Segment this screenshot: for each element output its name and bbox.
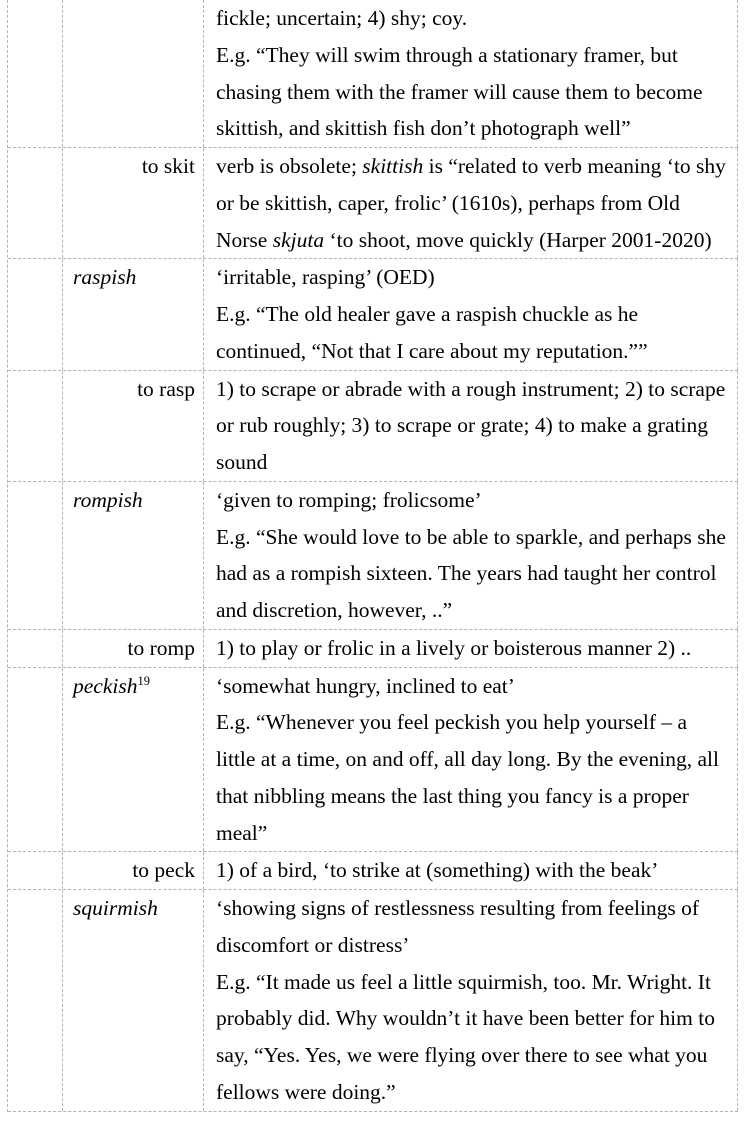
definition-line	[216, 927, 725, 964]
table-row	[8, 371, 738, 482]
term-cell	[63, 482, 204, 629]
empty-cell	[8, 668, 63, 852]
empty-cell	[8, 148, 63, 258]
empty-cell	[8, 852, 63, 889]
term-text: rompish	[73, 487, 143, 512]
table-row	[8, 259, 738, 370]
term-text: to romp	[127, 635, 195, 660]
definition-line	[216, 296, 725, 333]
definition-cell	[204, 148, 738, 258]
definition-segment: had as a rompish sixteen. The years had taught her control	[216, 561, 717, 586]
definition-line	[216, 741, 725, 778]
definition-line	[216, 74, 725, 111]
empty-cell	[8, 482, 63, 629]
definition-line	[216, 592, 725, 629]
table-row	[8, 668, 738, 853]
term-text: to peck	[132, 858, 195, 883]
definition-segment: chasing them with the framer will cause them to become	[216, 79, 703, 104]
term-text: raspish	[73, 265, 137, 290]
definition-line	[216, 222, 725, 259]
table-row	[8, 630, 738, 668]
definition-segment: 1) to scrape or abrade with a rough instrument; 2) to scrape	[216, 376, 726, 401]
table-row	[8, 482, 738, 630]
empty-cell	[8, 890, 63, 1111]
table-row	[8, 890, 738, 1112]
definition-segment: is “related to verb meaning ‘to shy	[423, 154, 726, 178]
definition-line	[216, 444, 725, 481]
term-cell	[63, 0, 204, 147]
definition-italic-segment: skittish	[362, 154, 424, 178]
term-text: peckish	[73, 673, 138, 698]
definition-segment: ‘irritable, rasping’ (OED)	[216, 265, 435, 290]
definition-line	[216, 148, 725, 185]
definition-segment: fellows were doing.”	[216, 1079, 396, 1104]
definition-line	[216, 704, 725, 741]
definition-segment: ‘given to romping; frolicsome’	[216, 487, 482, 512]
term-cell	[63, 668, 204, 852]
empty-cell	[8, 0, 63, 147]
term-cell	[63, 852, 204, 889]
definition-line	[216, 333, 725, 370]
definition-line	[216, 1074, 725, 1111]
definition-line	[216, 37, 725, 74]
definition-cell	[204, 630, 738, 667]
definition-segment: continued, “Not that I care about my reputation.””	[216, 338, 648, 363]
term-cell	[63, 371, 204, 481]
definition-line	[216, 555, 725, 592]
definition-segment: ‘showing signs of restlessness resulting from feelings of	[216, 896, 700, 920]
table-row	[8, 0, 738, 148]
definition-line	[216, 1000, 725, 1037]
definition-segment: probably did. Why wouldn’t it have been better for him to	[216, 1006, 715, 1031]
definition-cell	[204, 371, 738, 481]
definition-line	[216, 630, 725, 667]
empty-cell	[8, 371, 63, 481]
definition-line	[216, 852, 725, 889]
definition-segment: E.g. “They will swim through a stationary framer, but	[216, 42, 678, 67]
definition-segment: 1) to play or frolic in a lively or boisterous manner 2) ..	[216, 635, 692, 660]
term-text: to rasp	[137, 376, 195, 401]
definition-segment: verb is obsolete;	[216, 154, 363, 178]
definition-line	[216, 668, 725, 705]
definition-segment: little at a time, on and off, all day long. By the evening, all	[216, 747, 719, 771]
definition-cell	[204, 852, 738, 889]
definition-line	[216, 185, 725, 222]
definition-cell	[204, 259, 738, 369]
definition-line	[216, 110, 725, 147]
definition-segment: E.g. “Whenever you feel peckish you help yourself – a	[216, 710, 688, 735]
definition-line	[216, 1037, 725, 1074]
definition-segment: E.g. “She would love to be able to sparkle, and perhaps she	[216, 524, 726, 549]
empty-cell	[8, 630, 63, 667]
definition-segment: discomfort or distress’	[216, 932, 410, 957]
term-text: squirmish	[73, 896, 158, 920]
definition-segment: fickle; uncertain; 4) shy; coy.	[216, 6, 468, 30]
definition-cell	[204, 668, 738, 852]
definition-segment: Norse	[216, 227, 273, 252]
table-row	[8, 852, 738, 890]
definition-segment: sound	[216, 450, 268, 474]
table-row	[8, 148, 738, 259]
definition-segment: or be skittish, caper, frolic’ (1610s), perhaps from Old	[216, 190, 680, 215]
empty-cell	[8, 259, 63, 369]
definition-segment: ‘somewhat hungry, inclined to eat’	[216, 673, 515, 698]
definition-line	[216, 519, 725, 556]
definition-segment: or rub roughly; 3) to scrape or grate; 4) to make a grating	[216, 413, 708, 438]
definition-segment: meal”	[216, 820, 268, 845]
definition-line	[216, 259, 725, 296]
term-cell	[63, 148, 204, 258]
definition-segment: skittish, and skittish fish don’t photograph well”	[216, 116, 631, 141]
definition-segment: that nibbling means the last thing you fancy is a proper	[216, 783, 689, 808]
definition-cell	[204, 482, 738, 629]
lexical-table	[7, 0, 738, 1112]
definition-segment: say, “Yes. Yes, we were flying over there to see what you	[216, 1043, 708, 1067]
definition-line	[216, 778, 725, 815]
definition-line	[216, 815, 725, 852]
definition-line	[216, 890, 725, 927]
definition-line	[216, 964, 725, 1001]
term-cell	[63, 259, 204, 369]
definition-segment: E.g. “It made us feel a little squirmish, too. Mr. Wright. It	[216, 969, 711, 994]
term-cell	[63, 630, 204, 667]
definition-line	[216, 371, 725, 408]
term-text: to skit	[141, 154, 195, 178]
definition-segment: and discretion, however, ..”	[216, 598, 453, 622]
definition-segment: E.g. “The old healer gave a raspish chuckle as he	[216, 302, 639, 326]
definition-cell	[204, 0, 738, 147]
definition-line	[216, 482, 725, 519]
definition-line	[216, 0, 725, 37]
definition-italic-segment: skjuta	[272, 227, 325, 252]
definition-cell	[204, 890, 738, 1111]
term-cell	[63, 890, 204, 1111]
footnote-ref: 19	[137, 673, 150, 688]
definition-line	[216, 407, 725, 444]
definition-segment: ‘to shoot, move quickly (Harper 2001-2020)	[324, 227, 712, 252]
definition-segment: 1) of a bird, ‘to strike at (something) with the beak’	[216, 858, 659, 883]
